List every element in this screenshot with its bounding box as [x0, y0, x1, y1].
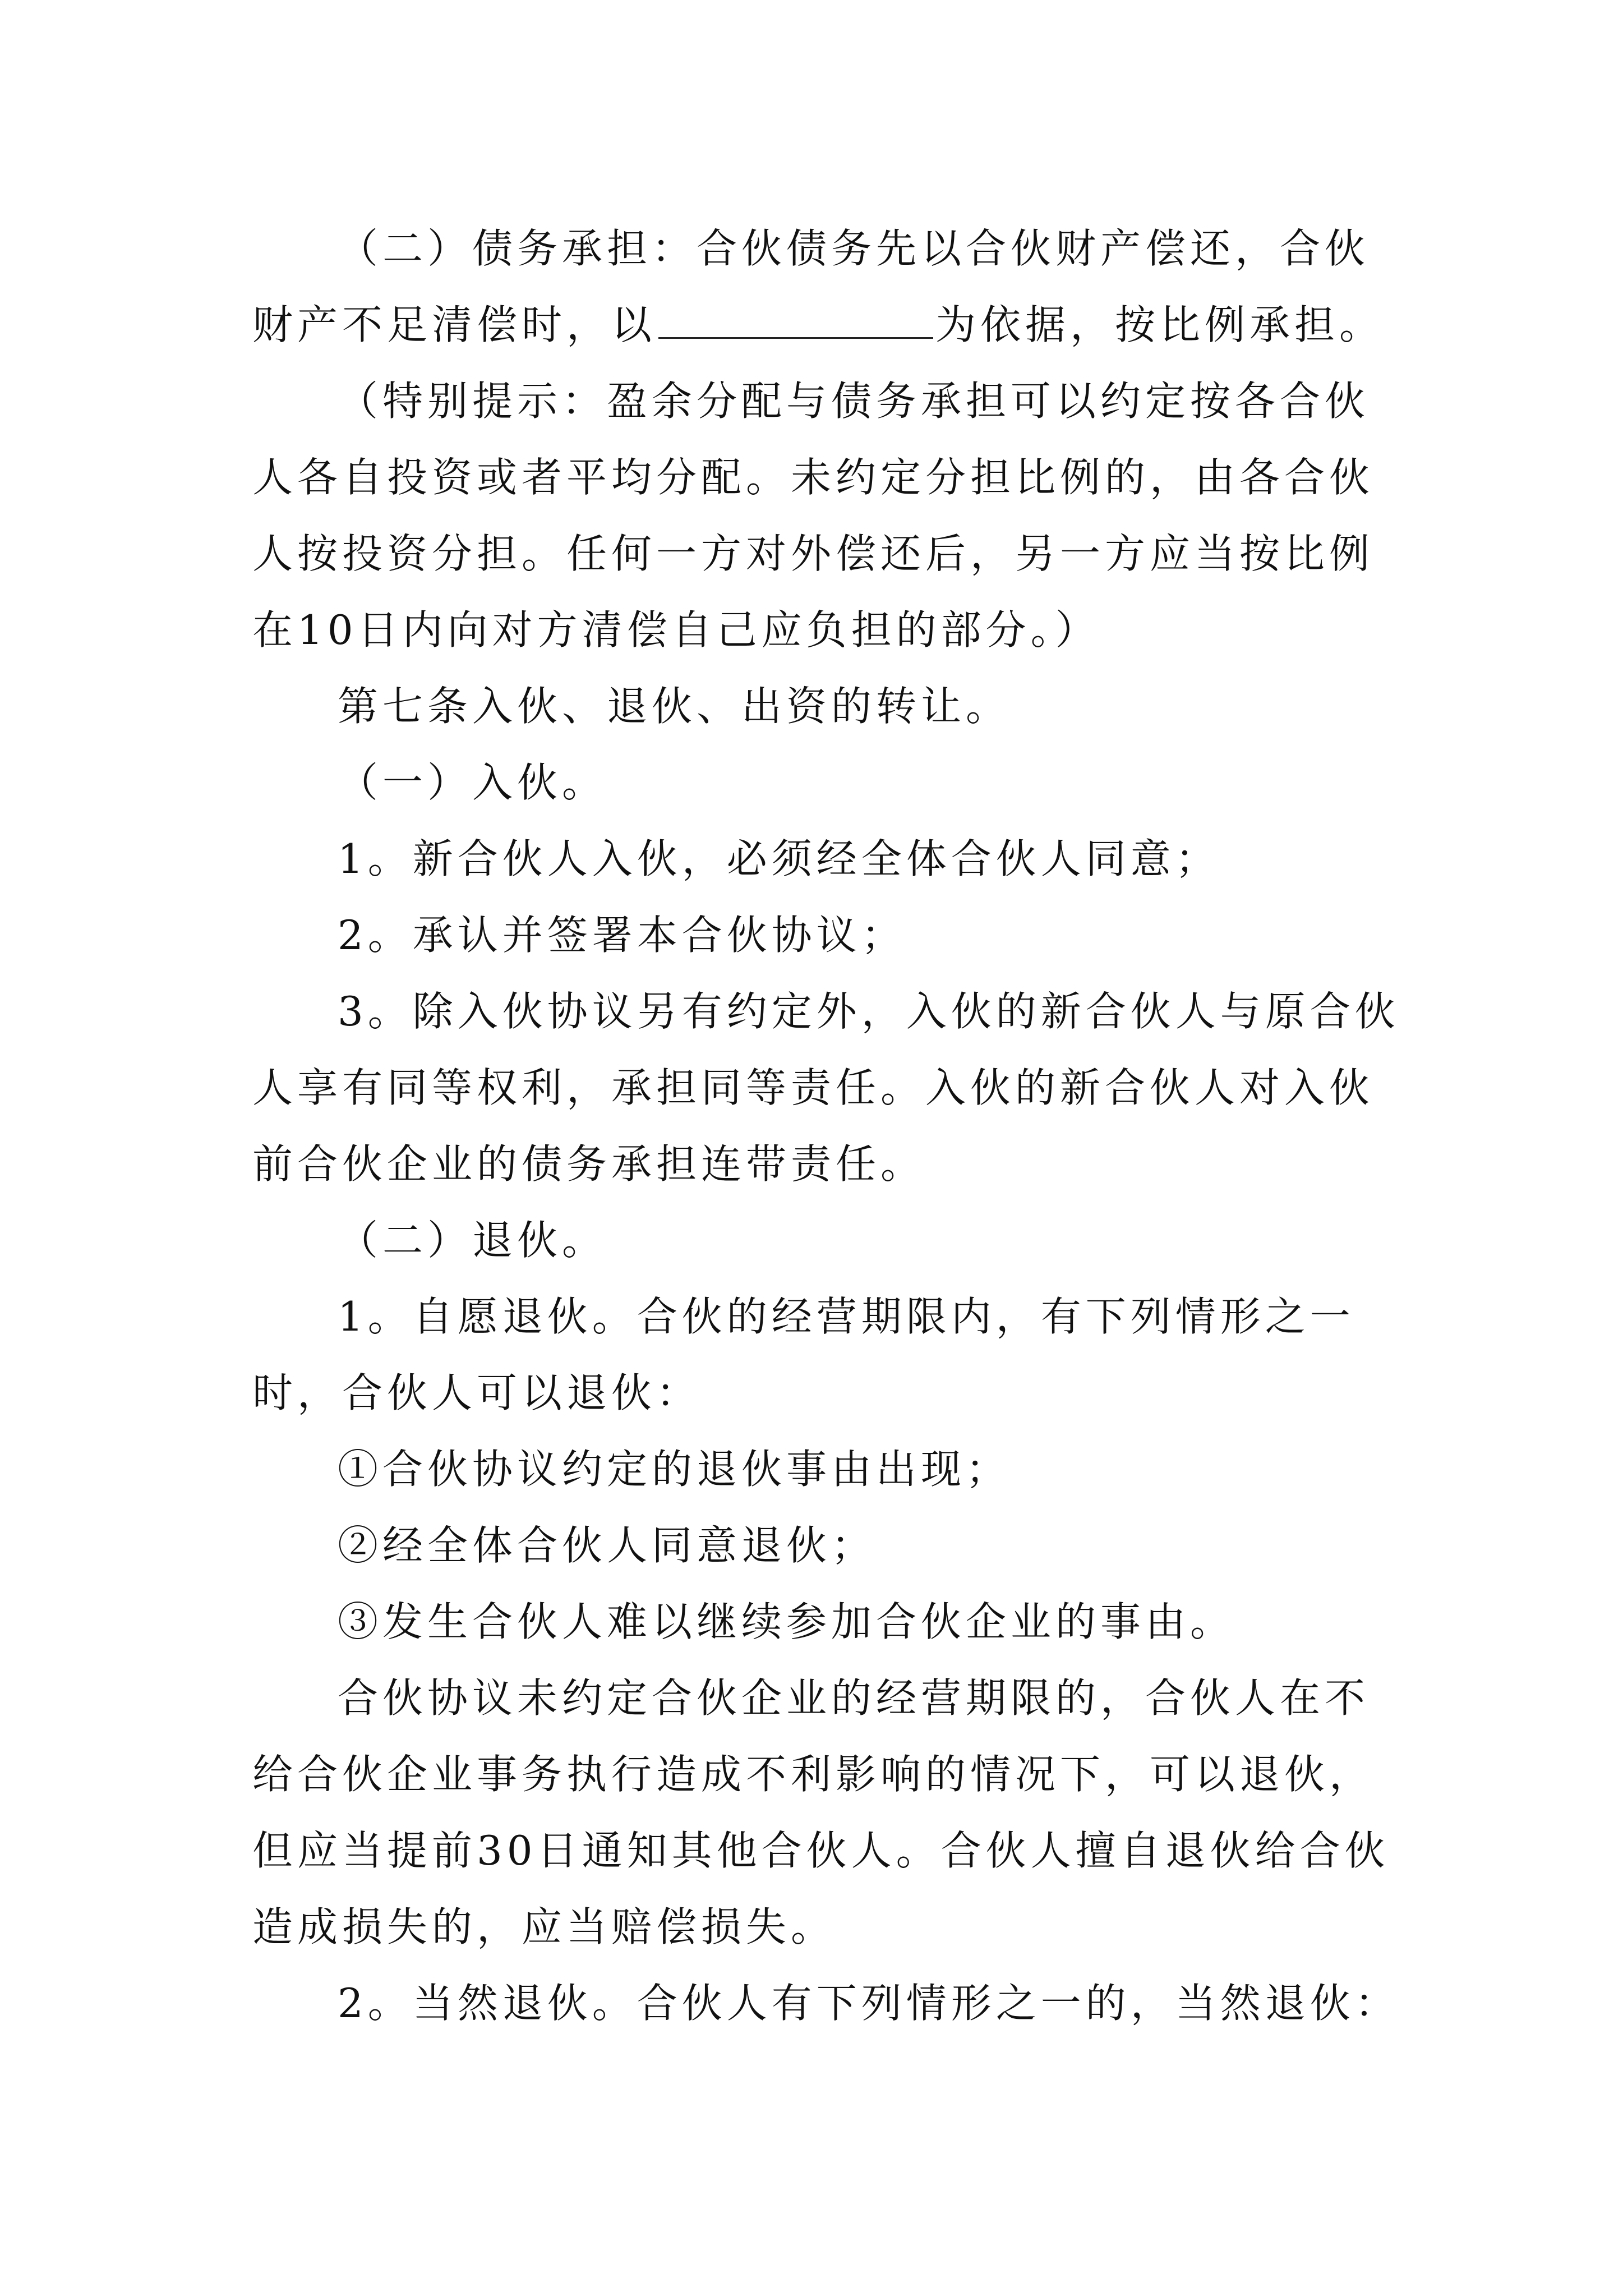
- paragraph-special-note: （特别提示：盈余分配与债务承担可以约定按各合伙人各自投资或者平均分配。未约定分担比例的，由各合伙人按投资分担。任何一方对外偿还后，另一方应当按比例在10日内向对方清偿自己应负担的部分。）: [252, 378, 1375, 654]
- fill-in-blank[interactable]: [658, 303, 933, 339]
- list-item: 3。除入伙协议另有约定外，入伙的新合伙人与原合伙人享有同等权利，承担同等责任。入伙的新合伙人对入伙前合伙企业的债务承担连带责任。: [252, 988, 1400, 1188]
- list-item: 1。新合伙人入伙，必须经全体合伙人同意；: [338, 835, 1220, 882]
- list-item: 2。当然退伙。合伙人有下列情形之一的，当然退伙：: [338, 1980, 1400, 2027]
- sub-list-item: ③发生合伙人难以继续参加合伙企业的事由。: [338, 1598, 1235, 1645]
- list-item: 2。承认并签署本合伙协议；: [338, 912, 906, 959]
- list-item: 1。自愿退伙。合伙的经营期限内，有下列情形之一时，合伙人可以退伙：: [252, 1293, 1355, 1416]
- section-admission-heading: （一）入伙。: [338, 759, 607, 806]
- sub-list-item: ①合伙协议约定的退伙事由出现；: [338, 1446, 1011, 1493]
- section-withdrawal-heading: （二）退伙。: [338, 1217, 607, 1264]
- article-seven-heading: 第七条入伙、退伙、出资的转让。: [338, 683, 1011, 730]
- document-body: [252, 210, 1402, 2041]
- paragraph-debt-bearing: [252, 210, 1402, 363]
- sub-list-item: ②经全体合伙人同意退伙；: [338, 1522, 877, 1569]
- paragraph-text: 为依据，按比例承担。: [935, 301, 1385, 348]
- paragraph-text-block: 合伙协议未约定合伙企业的经营期限的，合伙人在不给合伙企业事务执行造成不利影响的情况下，可以退伙，但应当提前30日通知其他合伙人。合伙人擅自退伙给合伙造成损失的，应当赔偿损失。: [252, 1674, 1390, 1950]
- paragraph-text: （二）债务承担：合伙债务先以合伙财产偿还，合伙财产不足清偿时，以: [252, 225, 1370, 348]
